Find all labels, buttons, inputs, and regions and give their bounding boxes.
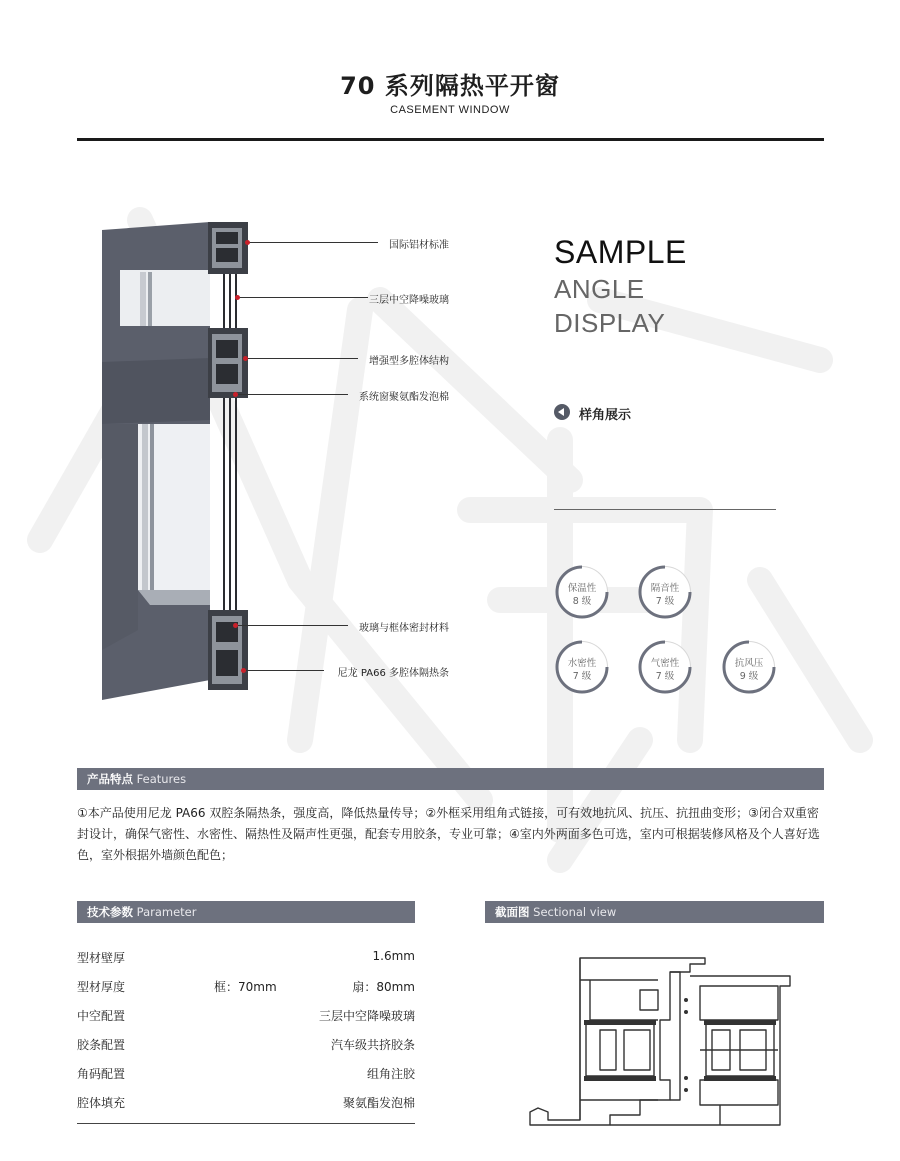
parameter-row [77, 1065, 415, 1085]
parameter-label: 型材壁厚 [77, 951, 126, 965]
features-title-en: Features [136, 772, 187, 786]
parameter-label: 中空配置 [77, 1009, 126, 1023]
callout-line [248, 242, 378, 243]
sample-heading-display: DISPLAY [554, 308, 666, 338]
badge-level: 8 级 [572, 596, 592, 607]
callout-line [236, 625, 348, 626]
header-divider [77, 138, 824, 141]
sectional-view-drawing [520, 950, 810, 1135]
features-section-bar [77, 768, 824, 790]
callout-dot [233, 623, 238, 628]
badge-level: 7 级 [655, 596, 675, 607]
parameter-row [77, 949, 415, 969]
callout-line [244, 670, 324, 671]
parameter-label: 胶条配置 [77, 1038, 126, 1052]
sample-angle-label: 样角展示 [579, 408, 632, 423]
badge-name: 抗风压 [734, 658, 764, 669]
parameter-label: 腔体填充 [77, 1096, 126, 1110]
parameter-label: 型材厚度 [77, 980, 126, 994]
badge-water-tightness [557, 642, 607, 692]
badge-name: 保温性 [567, 583, 597, 594]
window-corner-sample-image [90, 210, 270, 700]
badge-level: 7 级 [572, 671, 592, 682]
parameter-title-cn: 技术参数 [87, 905, 133, 919]
parameter-value: 汽车级共挤胶条 [330, 1038, 415, 1052]
page-subtitle: CASEMENT WINDOW [390, 104, 510, 116]
callout-triple-glass: 三层中空降噪玻璃 [369, 295, 449, 306]
callout-pa66-strip: 尼龙 PA66 多腔体隔热条 [337, 668, 449, 679]
callout-dot [233, 392, 238, 397]
callout-line [246, 358, 358, 359]
parameter-row [77, 1094, 415, 1114]
callout-pu-foam: 系统窗聚氨酯发泡棉 [359, 392, 449, 403]
badge-name: 气密性 [650, 658, 680, 669]
callout-dot [235, 295, 240, 300]
play-left-icon [554, 404, 570, 420]
callout-seal-material: 玻璃与框体密封材料 [359, 623, 449, 634]
features-description: ①本产品使用尼龙 PA66 双腔条隔热条，强度高，降低热量传导；②外框采用组角式链接，可有效地抗风、抗压、抗扭曲变形；③闭合双重密封设计，确保气密性、水密性、隔热性及隔声性更强，配套专用胶条，专业可靠；④室内外两面多色可选，室内可根据装修风格及个人喜好选色，室外根据外墙颜色配色； [77, 806, 820, 862]
sectional-title-cn: 截面图 [495, 905, 530, 919]
parameter-value: 扇：80mm [352, 980, 415, 994]
parameter-row [77, 1007, 415, 1027]
sample-divider [554, 509, 776, 510]
parameter-value: 组角注胶 [366, 1067, 415, 1081]
features-title-cn: 产品特点 [87, 772, 133, 786]
callout-aluminum-standard: 国际铝材标准 [389, 240, 449, 251]
parameter-value: 三层中空降噪玻璃 [318, 1009, 415, 1023]
callout-dot [241, 668, 246, 673]
parameter-value: 聚氨酯发泡棉 [342, 1096, 415, 1110]
sample-heading: SAMPLE [554, 234, 687, 270]
callout-multi-cavity: 增强型多腔体结构 [369, 356, 449, 367]
badge-air-tightness [640, 642, 690, 692]
badge-name: 隔音性 [650, 583, 680, 594]
parameter-mid-value: 框：70mm [214, 980, 277, 994]
callout-line [238, 297, 368, 298]
badge-name: 水密性 [567, 658, 597, 669]
callout-line [236, 394, 348, 395]
parameter-row [77, 1036, 415, 1056]
sectional-title-en: Sectional view [533, 905, 617, 919]
parameter-label: 角码配置 [77, 1067, 126, 1081]
parameter-value: 1.6mm [372, 949, 415, 963]
badge-wind-pressure [724, 642, 774, 692]
badge-level: 7 级 [655, 671, 675, 682]
sectional-section-bar [485, 901, 824, 923]
sample-heading-angle: ANGLE [554, 274, 645, 304]
callout-dot [245, 240, 250, 245]
parameter-title-en: Parameter [136, 905, 197, 919]
badge-level: 9 级 [739, 671, 759, 682]
parameter-bottom-rule [77, 1123, 415, 1124]
badge-sound [640, 567, 690, 617]
parameter-row [77, 978, 415, 998]
parameter-section-bar [77, 901, 415, 923]
page-title: 70 系列隔热平开窗 [340, 72, 560, 100]
callout-dot [243, 356, 248, 361]
badge-insulation [557, 567, 607, 617]
